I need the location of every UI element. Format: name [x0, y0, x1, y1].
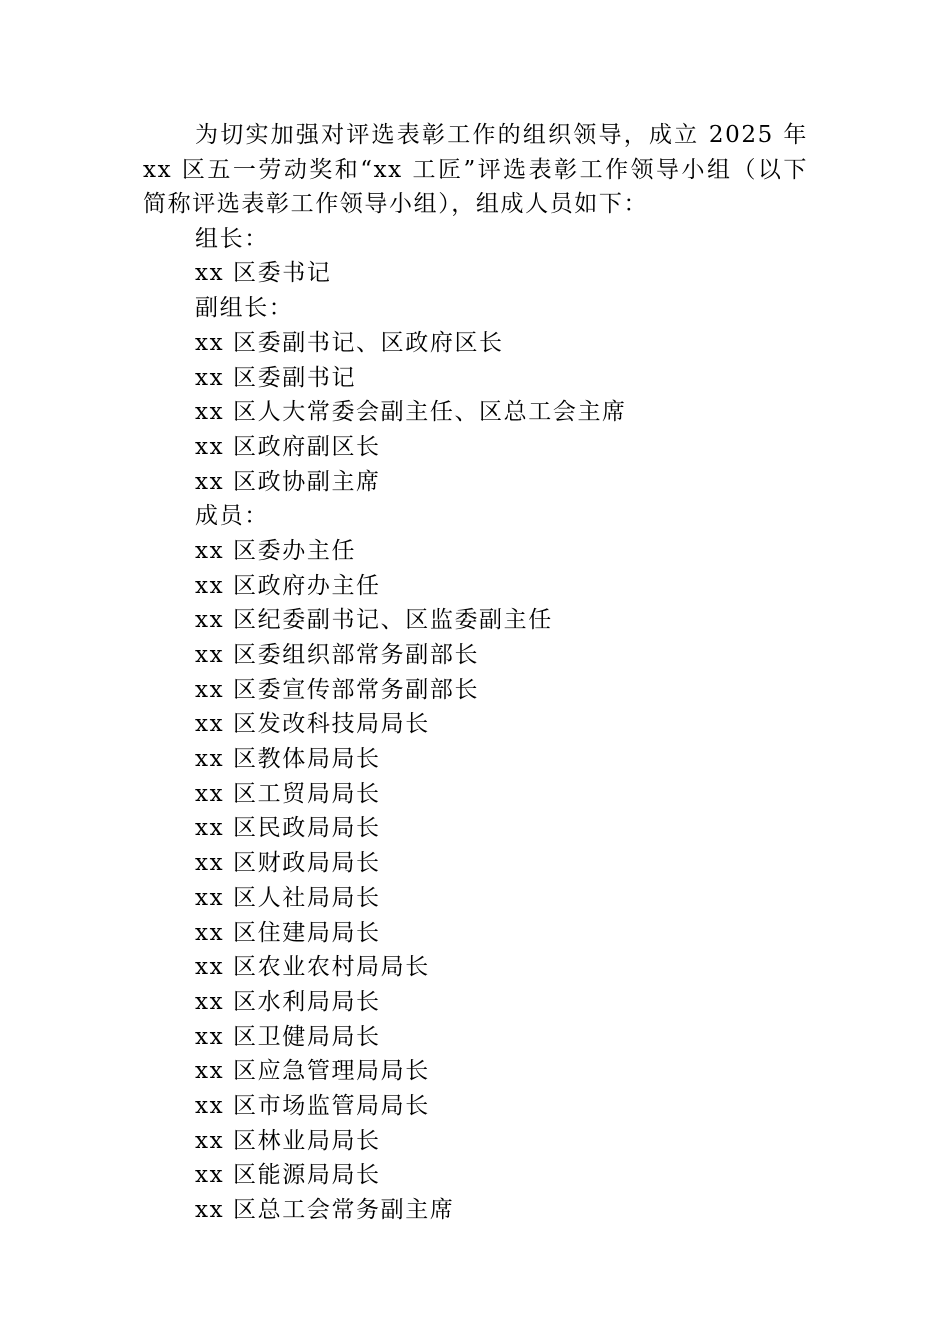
list-line: xx 区纪委副书记、区监委副主任	[195, 607, 553, 634]
list-line: 副组长：	[195, 295, 294, 322]
list-line: xx 区能源局局长	[195, 1162, 381, 1189]
list-line: xx 区政府副区长	[195, 433, 381, 460]
list-line: xx 区卫健局局长	[195, 1023, 381, 1050]
list-line: xx 区政府办主任	[195, 572, 381, 599]
list-line: 成员：	[195, 503, 269, 530]
list-line: xx 区市场监管局局长	[195, 1092, 430, 1119]
list-line: xx 区教体局局长	[195, 746, 381, 773]
list-line: xx 区住建局局长	[195, 919, 381, 946]
list-line: xx 区应急管理局局长	[195, 1058, 430, 1085]
list-line: xx 区委书记	[195, 260, 332, 287]
list-line: xx 区委副书记、区政府区长	[195, 329, 504, 356]
document-body	[143, 118, 808, 1228]
list-line: xx 区工贸局局长	[195, 780, 381, 807]
list-line: xx 区农业农村局局长	[195, 954, 430, 981]
list-line: xx 区政协副主席	[195, 468, 381, 495]
list-line: xx 区发改科技局局长	[195, 711, 430, 738]
list-line: xx 区林业局局长	[195, 1127, 381, 1154]
list-line: xx 区民政局局长	[195, 815, 381, 842]
member-list	[143, 222, 808, 1228]
list-line: xx 区委组织部常务副部长	[195, 642, 480, 669]
list-line: 组长：	[195, 225, 269, 252]
list-line: xx 区委办主任	[195, 537, 357, 564]
list-line: xx 区人大常委会副主任、区总工会主席	[195, 399, 627, 426]
list-line: xx 区水利局局长	[195, 988, 381, 1015]
list-line: xx 区委宣传部常务副部长	[195, 676, 480, 703]
list-line: xx 区总工会常务副主席	[195, 1197, 455, 1224]
intro-paragraph: 为切实加强对评选表彰工作的组织领导，成立 2025 年 xx 区五一劳动奖和“xx 工匠”评选表彰工作领导小组（以下简称评选表彰工作领导小组），组成人员如下：	[143, 122, 808, 218]
list-line: xx 区人社局局长	[195, 884, 381, 911]
list-line: xx 区委副书记	[195, 364, 357, 391]
list-line: xx 区财政局局长	[195, 850, 381, 877]
